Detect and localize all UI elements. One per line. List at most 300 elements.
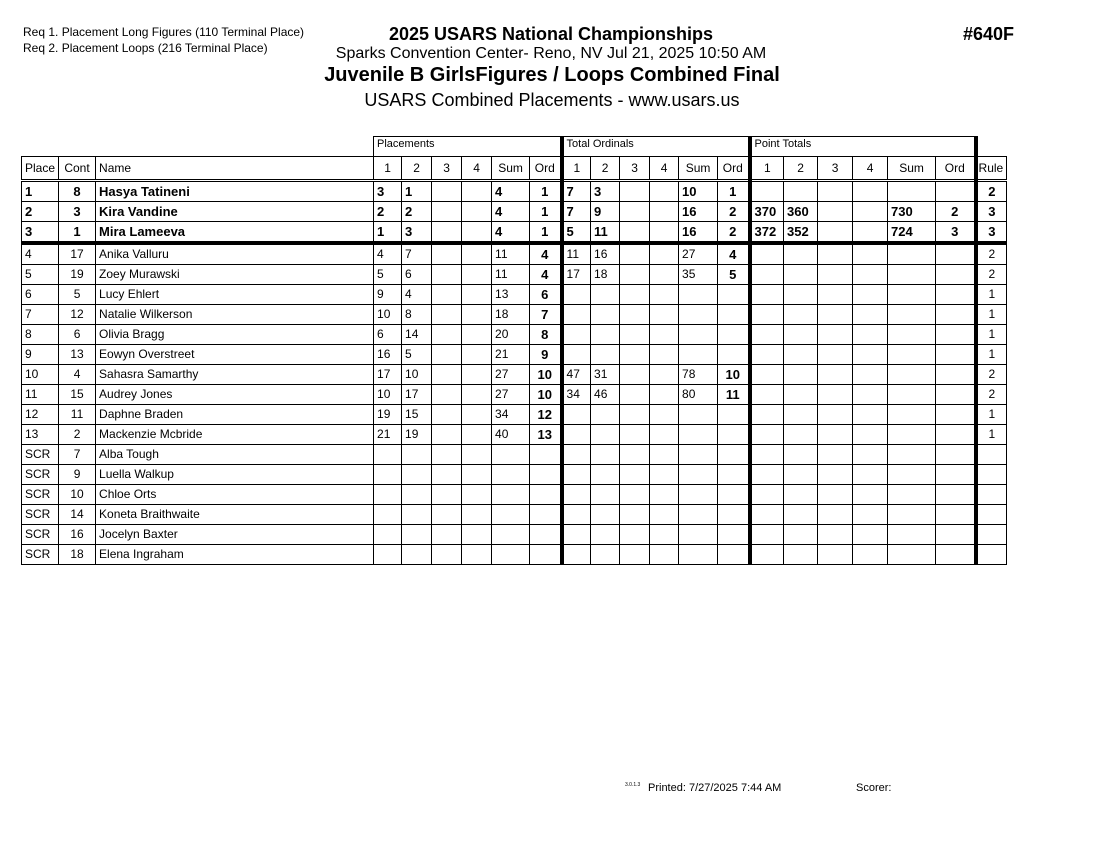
p-cell-1 bbox=[374, 445, 402, 465]
p-cell-6 bbox=[530, 545, 562, 565]
to-cell-1 bbox=[562, 505, 591, 525]
place-cell: 2 bbox=[22, 202, 59, 222]
to-cell-6 bbox=[718, 465, 750, 485]
p-cell-1: 17 bbox=[374, 365, 402, 385]
p-cell-3 bbox=[432, 385, 462, 405]
rule-cell: 1 bbox=[976, 325, 1007, 345]
table-row bbox=[22, 325, 1007, 345]
to-cell-5 bbox=[679, 425, 718, 445]
to-cell-6 bbox=[718, 505, 750, 525]
cont-cell: 8 bbox=[59, 181, 96, 202]
pt-cell-2 bbox=[784, 345, 818, 365]
to-cell-6 bbox=[718, 445, 750, 465]
p-cell-4 bbox=[462, 445, 492, 465]
pt-cell-5 bbox=[888, 525, 936, 545]
pt-cell-6 bbox=[936, 265, 976, 285]
p-cell-1: 3 bbox=[374, 181, 402, 202]
p-cell-2: 10 bbox=[402, 365, 432, 385]
pt-cell-6 bbox=[936, 365, 976, 385]
p-cell-1: 19 bbox=[374, 405, 402, 425]
to-cell-1 bbox=[562, 305, 591, 325]
p-cell-3 bbox=[432, 181, 462, 202]
rule-cell: 1 bbox=[976, 305, 1007, 325]
pt-cell-4 bbox=[853, 545, 888, 565]
p-cell-2: 17 bbox=[402, 385, 432, 405]
to-cell-6 bbox=[718, 345, 750, 365]
pt-cell-3 bbox=[818, 325, 853, 345]
col-to3: 3 bbox=[620, 157, 650, 181]
p-cell-6: 7 bbox=[530, 305, 562, 325]
cont-cell: 5 bbox=[59, 285, 96, 305]
p-cell-3 bbox=[432, 505, 462, 525]
pt-cell-6 bbox=[936, 305, 976, 325]
p-cell-4 bbox=[462, 365, 492, 385]
col-place: Place bbox=[22, 157, 59, 181]
p-cell-5: 18 bbox=[492, 305, 530, 325]
to-cell-2 bbox=[591, 465, 620, 485]
p-cell-6 bbox=[530, 505, 562, 525]
to-cell-1: 11 bbox=[562, 243, 591, 265]
pt-cell-3 bbox=[818, 385, 853, 405]
p-cell-3 bbox=[432, 525, 462, 545]
table-row bbox=[22, 243, 1007, 265]
pt-cell-6 bbox=[936, 405, 976, 425]
pt-cell-1 bbox=[750, 405, 784, 425]
p-cell-1: 9 bbox=[374, 285, 402, 305]
p-cell-4 bbox=[462, 265, 492, 285]
pt-cell-6 bbox=[936, 385, 976, 405]
to-cell-4 bbox=[650, 285, 679, 305]
to-cell-2 bbox=[591, 425, 620, 445]
pt-cell-4 bbox=[853, 505, 888, 525]
pt-cell-1 bbox=[750, 325, 784, 345]
pt-cell-6 bbox=[936, 345, 976, 365]
name-cell: Daphne Braden bbox=[96, 405, 374, 425]
pt-cell-4 bbox=[853, 181, 888, 202]
cont-cell: 10 bbox=[59, 485, 96, 505]
pt-cell-4 bbox=[853, 485, 888, 505]
table-row bbox=[22, 385, 1007, 405]
p-cell-3 bbox=[432, 243, 462, 265]
pt-cell-5 bbox=[888, 505, 936, 525]
table-row bbox=[22, 285, 1007, 305]
to-cell-6 bbox=[718, 305, 750, 325]
pt-cell-2 bbox=[784, 265, 818, 285]
p-cell-2 bbox=[402, 485, 432, 505]
to-cell-5 bbox=[679, 405, 718, 425]
pt-cell-5 bbox=[888, 445, 936, 465]
results-table bbox=[21, 136, 1007, 565]
col-rule: Rule bbox=[976, 157, 1007, 181]
to-cell-3 bbox=[620, 445, 650, 465]
p-cell-5: 13 bbox=[492, 285, 530, 305]
to-cell-6 bbox=[718, 285, 750, 305]
pt-cell-5 bbox=[888, 425, 936, 445]
to-cell-5 bbox=[679, 545, 718, 565]
p-cell-5 bbox=[492, 485, 530, 505]
to-cell-5: 16 bbox=[679, 202, 718, 222]
to-cell-6: 10 bbox=[718, 365, 750, 385]
name-cell: Mira Lameeva bbox=[96, 222, 374, 244]
to-cell-5 bbox=[679, 485, 718, 505]
p-cell-3 bbox=[432, 485, 462, 505]
rule-cell bbox=[976, 525, 1007, 545]
place-cell: 8 bbox=[22, 325, 59, 345]
place-cell: SCR bbox=[22, 465, 59, 485]
pt-cell-5 bbox=[888, 485, 936, 505]
to-cell-1 bbox=[562, 545, 591, 565]
rule-cell bbox=[976, 505, 1007, 525]
pt-cell-4 bbox=[853, 445, 888, 465]
pt-cell-4 bbox=[853, 265, 888, 285]
col-p-sum: Sum bbox=[492, 157, 530, 181]
pt-cell-6 bbox=[936, 425, 976, 445]
p-cell-6: 13 bbox=[530, 425, 562, 445]
to-cell-2 bbox=[591, 485, 620, 505]
pt-cell-3 bbox=[818, 305, 853, 325]
total-ordinals-group-header: Total Ordinals bbox=[562, 137, 750, 157]
name-cell: Koneta Braithwaite bbox=[96, 505, 374, 525]
p-cell-1: 6 bbox=[374, 325, 402, 345]
to-cell-4 bbox=[650, 385, 679, 405]
name-cell: Luella Walkup bbox=[96, 465, 374, 485]
pt-cell-6 bbox=[936, 485, 976, 505]
pt-cell-3 bbox=[818, 445, 853, 465]
p-cell-4 bbox=[462, 505, 492, 525]
name-cell: Jocelyn Baxter bbox=[96, 525, 374, 545]
col-pt3: 3 bbox=[818, 157, 853, 181]
pt-cell-2 bbox=[784, 243, 818, 265]
p-cell-3 bbox=[432, 305, 462, 325]
event-number: #640F bbox=[963, 24, 1015, 44]
pt-cell-5 bbox=[888, 385, 936, 405]
col-to2: 2 bbox=[591, 157, 620, 181]
to-cell-4 bbox=[650, 485, 679, 505]
name-cell: Kira Vandine bbox=[96, 202, 374, 222]
to-cell-5 bbox=[679, 305, 718, 325]
p-cell-5: 21 bbox=[492, 345, 530, 365]
to-cell-3 bbox=[620, 485, 650, 505]
pt-cell-6 bbox=[936, 525, 976, 545]
pt-cell-1 bbox=[750, 285, 784, 305]
to-cell-6 bbox=[718, 325, 750, 345]
pt-cell-1 bbox=[750, 365, 784, 385]
place-cell: 13 bbox=[22, 425, 59, 445]
p-cell-1: 10 bbox=[374, 385, 402, 405]
table-row bbox=[22, 222, 1007, 244]
to-cell-1 bbox=[562, 485, 591, 505]
pt-cell-5 bbox=[888, 365, 936, 385]
pt-cell-4 bbox=[853, 525, 888, 545]
p-cell-4 bbox=[462, 405, 492, 425]
to-cell-4 bbox=[650, 425, 679, 445]
rule-cell: 3 bbox=[976, 202, 1007, 222]
championship-title: 2025 USARS National Championships bbox=[388, 24, 714, 44]
pt-cell-3 bbox=[818, 222, 853, 244]
p-cell-5: 11 bbox=[492, 243, 530, 265]
p-cell-5: 20 bbox=[492, 325, 530, 345]
pt-cell-4 bbox=[853, 385, 888, 405]
pt-cell-2: 352 bbox=[784, 222, 818, 244]
to-cell-5 bbox=[679, 505, 718, 525]
to-cell-5: 35 bbox=[679, 265, 718, 285]
pt-cell-1: 372 bbox=[750, 222, 784, 244]
to-cell-2 bbox=[591, 545, 620, 565]
p-cell-6: 1 bbox=[530, 222, 562, 244]
to-cell-2 bbox=[591, 325, 620, 345]
name-cell: Alba Tough bbox=[96, 445, 374, 465]
p-cell-2 bbox=[402, 525, 432, 545]
p-cell-1: 16 bbox=[374, 345, 402, 365]
col-p1: 1 bbox=[374, 157, 402, 181]
p-cell-5 bbox=[492, 505, 530, 525]
table-row bbox=[22, 265, 1007, 285]
p-cell-2: 3 bbox=[402, 222, 432, 244]
rule-cell: 2 bbox=[976, 243, 1007, 265]
p-cell-1 bbox=[374, 545, 402, 565]
place-cell: 7 bbox=[22, 305, 59, 325]
to-cell-1 bbox=[562, 345, 591, 365]
p-cell-6: 1 bbox=[530, 202, 562, 222]
to-cell-5: 16 bbox=[679, 222, 718, 244]
col-p2: 2 bbox=[402, 157, 432, 181]
p-cell-2 bbox=[402, 545, 432, 565]
event-title: Juvenile B GirlsFigures / Loops Combined Final bbox=[324, 64, 780, 86]
p-cell-6: 6 bbox=[530, 285, 562, 305]
p-cell-4 bbox=[462, 425, 492, 445]
pt-cell-3 bbox=[818, 425, 853, 445]
to-cell-3 bbox=[620, 505, 650, 525]
rule-cell bbox=[976, 465, 1007, 485]
col-name: Name bbox=[96, 157, 374, 181]
pt-cell-6 bbox=[936, 243, 976, 265]
pt-cell-1 bbox=[750, 445, 784, 465]
to-cell-5 bbox=[679, 445, 718, 465]
p-cell-2: 1 bbox=[402, 181, 432, 202]
pt-cell-6 bbox=[936, 285, 976, 305]
pt-cell-4 bbox=[853, 285, 888, 305]
place-cell: SCR bbox=[22, 525, 59, 545]
p-cell-3 bbox=[432, 365, 462, 385]
place-cell: 1 bbox=[22, 181, 59, 202]
rule-cell bbox=[976, 445, 1007, 465]
table-row bbox=[22, 465, 1007, 485]
p-cell-4 bbox=[462, 525, 492, 545]
p-cell-4 bbox=[462, 305, 492, 325]
to-cell-2 bbox=[591, 405, 620, 425]
p-cell-6 bbox=[530, 445, 562, 465]
pt-cell-5 bbox=[888, 405, 936, 425]
p-cell-3 bbox=[432, 465, 462, 485]
p-cell-5: 4 bbox=[492, 181, 530, 202]
rule-cell: 3 bbox=[976, 222, 1007, 244]
p-cell-6 bbox=[530, 525, 562, 545]
rule-cell: 1 bbox=[976, 345, 1007, 365]
name-cell: Hasya Tatineni bbox=[96, 181, 374, 202]
to-cell-4 bbox=[650, 365, 679, 385]
to-cell-3 bbox=[620, 365, 650, 385]
p-cell-5: 4 bbox=[492, 222, 530, 244]
place-cell: 10 bbox=[22, 365, 59, 385]
pt-cell-6 bbox=[936, 545, 976, 565]
rule-cell: 1 bbox=[976, 405, 1007, 425]
rule-cell bbox=[976, 485, 1007, 505]
to-cell-1: 34 bbox=[562, 385, 591, 405]
to-cell-4 bbox=[650, 465, 679, 485]
to-cell-3 bbox=[620, 405, 650, 425]
p-cell-4 bbox=[462, 465, 492, 485]
group-header-row bbox=[22, 137, 1007, 157]
to-cell-5: 10 bbox=[679, 181, 718, 202]
p-cell-2: 4 bbox=[402, 285, 432, 305]
p-cell-3 bbox=[432, 285, 462, 305]
p-cell-6: 12 bbox=[530, 405, 562, 425]
pt-cell-6: 3 bbox=[936, 222, 976, 244]
pt-cell-1 bbox=[750, 425, 784, 445]
name-cell: Anika Valluru bbox=[96, 243, 374, 265]
table-row bbox=[22, 305, 1007, 325]
cont-cell: 16 bbox=[59, 525, 96, 545]
name-cell: Olivia Bragg bbox=[96, 325, 374, 345]
col-cont: Cont bbox=[59, 157, 96, 181]
to-cell-6: 4 bbox=[718, 243, 750, 265]
pt-cell-4 bbox=[853, 305, 888, 325]
cont-cell: 2 bbox=[59, 425, 96, 445]
pt-cell-2 bbox=[784, 385, 818, 405]
to-cell-2: 11 bbox=[591, 222, 620, 244]
pt-cell-1: 370 bbox=[750, 202, 784, 222]
to-cell-5 bbox=[679, 325, 718, 345]
pt-cell-6 bbox=[936, 505, 976, 525]
to-cell-1 bbox=[562, 525, 591, 545]
cont-cell: 11 bbox=[59, 405, 96, 425]
to-cell-3 bbox=[620, 285, 650, 305]
pt-cell-3 bbox=[818, 265, 853, 285]
col-to1: 1 bbox=[562, 157, 591, 181]
column-header-row bbox=[22, 157, 1007, 181]
p-cell-1 bbox=[374, 485, 402, 505]
to-cell-1: 47 bbox=[562, 365, 591, 385]
pt-cell-4 bbox=[853, 202, 888, 222]
place-cell: 5 bbox=[22, 265, 59, 285]
to-cell-4 bbox=[650, 325, 679, 345]
pt-cell-1 bbox=[750, 385, 784, 405]
table-row bbox=[22, 525, 1007, 545]
place-cell: 4 bbox=[22, 243, 59, 265]
place-cell: 3 bbox=[22, 222, 59, 244]
p-cell-2 bbox=[402, 505, 432, 525]
p-cell-2 bbox=[402, 465, 432, 485]
pt-cell-2 bbox=[784, 305, 818, 325]
to-cell-4 bbox=[650, 345, 679, 365]
to-cell-6 bbox=[718, 545, 750, 565]
table-row bbox=[22, 181, 1007, 202]
pt-cell-6 bbox=[936, 181, 976, 202]
placements-group-header: Placements bbox=[374, 137, 562, 157]
to-cell-3 bbox=[620, 545, 650, 565]
to-cell-1: 7 bbox=[562, 181, 591, 202]
to-cell-4 bbox=[650, 505, 679, 525]
name-cell: Elena Ingraham bbox=[96, 545, 374, 565]
to-cell-4 bbox=[650, 525, 679, 545]
p-cell-5: 4 bbox=[492, 202, 530, 222]
pt-cell-3 bbox=[818, 243, 853, 265]
to-cell-3 bbox=[620, 265, 650, 285]
to-cell-2: 46 bbox=[591, 385, 620, 405]
pt-cell-2 bbox=[784, 425, 818, 445]
table-row bbox=[22, 505, 1007, 525]
venue-line: Sparks Convention Center- Reno, NV Jul 21, 2025 10:50 AM bbox=[335, 45, 767, 62]
p-cell-3 bbox=[432, 345, 462, 365]
p-cell-1 bbox=[374, 505, 402, 525]
to-cell-2: 18 bbox=[591, 265, 620, 285]
p-cell-3 bbox=[432, 405, 462, 425]
to-cell-1 bbox=[562, 285, 591, 305]
p-cell-6: 1 bbox=[530, 181, 562, 202]
table-row bbox=[22, 445, 1007, 465]
pt-cell-3 bbox=[818, 505, 853, 525]
p-cell-4 bbox=[462, 325, 492, 345]
to-cell-2 bbox=[591, 305, 620, 325]
to-cell-6 bbox=[718, 525, 750, 545]
p-cell-5: 11 bbox=[492, 265, 530, 285]
p-cell-2: 2 bbox=[402, 202, 432, 222]
p-cell-3 bbox=[432, 445, 462, 465]
rule-cell: 1 bbox=[976, 425, 1007, 445]
pt-cell-4 bbox=[853, 222, 888, 244]
to-cell-4 bbox=[650, 305, 679, 325]
pt-cell-3 bbox=[818, 405, 853, 425]
pt-cell-1 bbox=[750, 181, 784, 202]
to-cell-6: 5 bbox=[718, 265, 750, 285]
p-cell-4 bbox=[462, 181, 492, 202]
rule-cell: 2 bbox=[976, 365, 1007, 385]
col-pt1: 1 bbox=[750, 157, 784, 181]
to-cell-1: 7 bbox=[562, 202, 591, 222]
to-cell-4 bbox=[650, 181, 679, 202]
printed-timestamp: Printed: 7/27/2025 7:44 AM bbox=[648, 782, 782, 794]
pt-cell-5 bbox=[888, 265, 936, 285]
to-cell-3 bbox=[620, 243, 650, 265]
cont-cell: 1 bbox=[59, 222, 96, 244]
to-cell-5 bbox=[679, 345, 718, 365]
to-cell-3 bbox=[620, 325, 650, 345]
pt-cell-4 bbox=[853, 405, 888, 425]
p-cell-1 bbox=[374, 465, 402, 485]
to-cell-2 bbox=[591, 505, 620, 525]
rule-cell bbox=[976, 545, 1007, 565]
col-p3: 3 bbox=[432, 157, 462, 181]
pt-cell-1 bbox=[750, 485, 784, 505]
to-cell-2 bbox=[591, 525, 620, 545]
table-row bbox=[22, 365, 1007, 385]
p-cell-2: 7 bbox=[402, 243, 432, 265]
cont-cell: 18 bbox=[59, 545, 96, 565]
requirement-2: Req 2. Placement Loops (216 Terminal Place) bbox=[23, 41, 268, 55]
to-cell-6 bbox=[718, 405, 750, 425]
pt-cell-1 bbox=[750, 305, 784, 325]
to-cell-2: 3 bbox=[591, 181, 620, 202]
place-cell: SCR bbox=[22, 505, 59, 525]
to-cell-3 bbox=[620, 525, 650, 545]
to-cell-2 bbox=[591, 445, 620, 465]
pt-cell-2 bbox=[784, 545, 818, 565]
p-cell-1: 5 bbox=[374, 265, 402, 285]
pt-cell-4 bbox=[853, 365, 888, 385]
rule-cell: 1 bbox=[976, 285, 1007, 305]
pt-cell-1 bbox=[750, 345, 784, 365]
p-cell-3 bbox=[432, 325, 462, 345]
